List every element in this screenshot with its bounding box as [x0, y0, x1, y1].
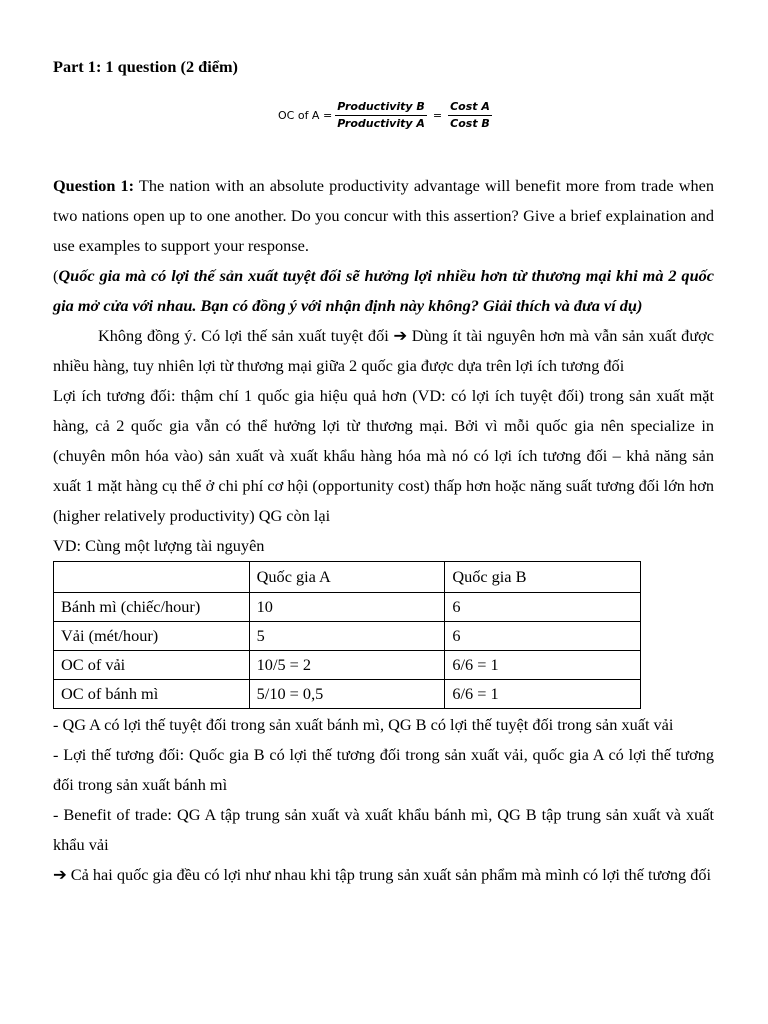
table-row	[54, 651, 641, 680]
table-cell: 10/5 = 2	[249, 651, 445, 680]
question-paragraph	[53, 171, 714, 261]
table-cell: Vải (mét/hour)	[54, 622, 250, 651]
table-row	[54, 622, 641, 651]
formula-denominator: Cost B	[450, 117, 490, 130]
formula-denominator: Productivity A	[337, 117, 425, 130]
comparative-advantage-paragraph: Lợi ích tương đối: thậm chí 1 quốc gia hiệu quả hơn (VD: có lợi ích tuyệt đối) trong sản xuất mặt hàng, cả 2 quốc gia vẫn có thể hưởng lợi từ thương mại. Bởi vì mỗi quốc gia nên specialize in (chuyên môn hóa vào) sản xuất và xuất khẩu hàng hóa mà nó có lợi ích tương đối – khả năng sản xuất 1 mặt hàng cụ thể ở chi phí cơ hội (opportunity cost) thấp hơn hoặc năng suất tương đối lớn hơn (higher relatively productivity) QG còn lại	[53, 386, 714, 525]
formula-fraction-cost	[448, 100, 492, 131]
formula-equals: =	[432, 109, 443, 122]
table-cell: OC of vải	[54, 651, 250, 680]
formula-fraction-productivity	[335, 100, 427, 131]
formula-lhs: OC of A =	[278, 109, 333, 122]
table-row	[54, 680, 641, 709]
table-header-row	[54, 562, 641, 593]
answer-paragraph	[53, 321, 714, 381]
table-cell: Bánh mì (chiếc/hour)	[54, 593, 250, 622]
open-paren: (	[53, 266, 59, 285]
answer-text-b: Dùng ít tài nguyên hơn mà vẫn sản xuất được nhiều hàng, tuy nhiên lợi từ thương mại giữa 2 quốc gia được dựa trên lợi ích tương đối	[53, 326, 714, 375]
bullet-absolute-advantage: - QG A có lợi thế tuyệt đối trong sản xuất bánh mì, QG B có lợi thế tuyệt đối trong sản xuất vải	[53, 715, 674, 734]
table-header-cell	[54, 562, 250, 593]
table-header-cell: Quốc gia A	[249, 562, 445, 593]
table-cell: 5	[249, 622, 445, 651]
table-cell: 6	[445, 622, 641, 651]
question-text: The nation with an absolute productivity advantage will benefit more from trade when two nations open up to one another. Do you concur with this assertion? Give a brief explaination and use examples to support your response.	[53, 176, 714, 255]
formula-numerator: Cost A	[448, 100, 492, 116]
table-cell: 10	[249, 593, 445, 622]
arrow-icon: ➔	[53, 865, 67, 884]
conclusion-paragraph	[53, 860, 714, 890]
table-row	[54, 593, 641, 622]
question-vietnamese-text: Quốc gia mà có lợi thế sản xuất tuyệt đối sẽ hưởng lợi nhiều hơn từ thương mại khi mà 2 quốc gia mở cửa với nhau. Bạn có đồng ý với nhận định này không? Giải thích và đưa ví dụ)	[53, 266, 714, 315]
table-header-cell: Quốc gia B	[445, 562, 641, 593]
table-cell: 6/6 = 1	[445, 680, 641, 709]
question-vietnamese	[53, 261, 714, 321]
document-body	[53, 171, 714, 890]
table-cell: 5/10 = 0,5	[249, 680, 445, 709]
bullet-comparative-advantage: - Lợi thế tương đối: Quốc gia B có lợi thế tương đối trong sản xuất vải, quốc gia A có lợi thế tương đối trong sản xuất bánh mì	[53, 745, 714, 794]
oc-formula	[278, 100, 495, 131]
table-cell: OC of bánh mì	[54, 680, 250, 709]
formula-numerator: Productivity B	[335, 100, 427, 116]
table-cell: 6/6 = 1	[445, 651, 641, 680]
example-intro: VD: Cùng một lượng tài nguyên	[53, 536, 265, 555]
bullet-benefit-of-trade: - Benefit of trade: QG A tập trung sản xuất và xuất khẩu bánh mì, QG B tập trung sản xuất và xuất khẩu vải	[53, 805, 714, 854]
conclusion-text: Cả hai quốc gia đều có lợi như nhau khi tập trung sản xuất sản phẩm mà mình có lợi thế tương đối	[66, 865, 712, 884]
section-heading: Part 1: 1 question (2 điểm)	[53, 57, 238, 76]
answer-text-a: Không đồng ý. Có lợi thế sản xuất tuyệt đối	[98, 326, 394, 345]
arrow-icon: ➔	[393, 326, 408, 345]
question-label: Question 1:	[53, 176, 135, 195]
example-table	[53, 561, 641, 709]
table-cell: 6	[445, 593, 641, 622]
